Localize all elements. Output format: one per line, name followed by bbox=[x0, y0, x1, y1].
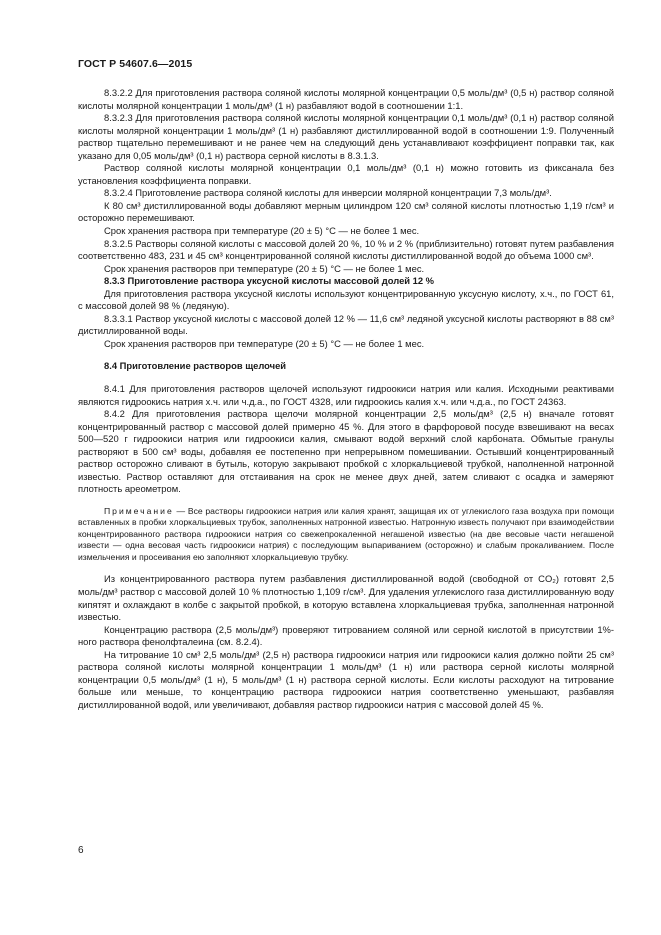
paragraph: Концентрацию раствора (2,5 моль/дм³) проверяют титрованием соляной или серной кислотой в присутствии 1%-ного раствора фенолфталеина (см. 8.2.4). bbox=[78, 623, 614, 648]
paragraph: К 80 см³ дистиллированной воды добавляют мерным цилиндром 120 см³ соляной кислоты плотностью 1,19 г/см³ и осторожно перемешивают. bbox=[78, 199, 614, 224]
note-text: — Все растворы гидроокиси натрия или калия хранят, защищая их от углекислого газа воздуха при помощи вставленных в пробки хлоркальциевых трубок, заполненных натронной известью. Натронную известь получают при взаимодействии концентрированного раствора гидроокиси натрия со свежепрокаленной негашеной известью (на две весовые части негашеной извести — одна весовая часть гидроокиси натрия) с последующим выпариванием (осторожно) и слабым прокаливанием. После измельчения и просеивания ею заполняют хлоркальциевую трубку. bbox=[78, 505, 614, 562]
paragraph: На титрование 10 см³ 2,5 моль/дм³ (2,5 н) раствора гидроокиси натрия или гидроокиси калия должно пойти 25 см³ раствора соляной кислоты молярной концентрации 1 моль/дм³ (1 н) или раствора серной кислоты молярной концентрации 0,5 моль/дм³ (1 н), 5 моль/дм³ (1 н) раствора серной кислоты. Если кислоты расходуют на титрование больше или меньше, то концентрацию раствора гидроокиси натрия соответственно уменьшают, разбавляя дистиллированной водой, или увеличивают, добавляя раствор гидроокиси натрия с массовой долей 45 %. bbox=[78, 648, 614, 710]
section-heading: 8.3.3 Приготовление раствора уксусной кислоты массовой долей 12 % bbox=[104, 275, 435, 287]
paragraph: 8.3.2.3 Для приготовления раствора соляной кислоты молярной концентрации 0,1 моль/дм³ (0,1 н) раствор соляной кислоты молярной концентрации 1 моль/дм³ (1 н) разбавляют дистиллированной водой в соотношении 1:9. Полученный раствор тщательно перемешивают и не ранее чем на следующий день устанавливают коэффициент поправки так, как указано для 0,05 моль/дм³ (0,1 н) раствора серной кислоты в 8.3.1.3. bbox=[78, 112, 614, 161]
paragraph: 8.4.2 Для приготовления раствора щелочи молярной концентрации 2,5 моль/дм³ (2,5 н) вначале готовят концентрированный раствор с массовой долей примерно 45 %. Для этого в фарфоровой посуде взвешивают на весах 500—520 г гидроокиси натрия или гидроокиси калия, смывают водой верхний слой карбоната. Обмытые гранулы растворяют в 500 см³ воды, добавляя ее постепенно при непрерывном помешивании. Остывший концентрированный раствор осторожно сливают в бутыль, которую закрывают пробкой с хлоркальциевой трубкой, наполненной натронной известью. Раствор оставляют для отстаивания на срок не менее двух дней, затем сливают с осадка и замеряют плотность ареометром. bbox=[78, 408, 614, 495]
paragraph: Раствор соляной кислоты молярной концентрации 0,1 моль/дм³ (0,1 н) можно готовить из фиксанала без установления коэффициента поправки. bbox=[78, 162, 614, 186]
paragraph: Из концентрированного раствора путем разбавления дистиллированной водой (свободной от CO₂) готовят 2,5 моль/дм³ раствор с массовой долей 10 % плотностью 1,109 г/см³. Для удаления углекислого газа дистиллированную воду кипятят и охлаждают в колбе с закрытой пробкой, в которую вставлена хлоркальциевая трубка, заполненная натронной известью. bbox=[78, 573, 614, 623]
note-label: Примечание bbox=[104, 505, 174, 516]
paragraph: Срок хранения растворов при температуре (20 ± 5) °С — не более 1 мес. bbox=[104, 262, 425, 274]
paragraph: Для приготовления раствора уксусной кислоты используют концентрированную уксусную кислоту, х.ч., по ГОСТ 61, с массовой долей 98 % (ледяную). bbox=[78, 287, 614, 312]
section-heading: 8.4 Приготовление растворов щелочей bbox=[104, 360, 287, 372]
page-number: 6 bbox=[78, 845, 84, 856]
paragraph: 8.3.3.1 Раствор уксусной кислоты с массовой долей 12 % — 11,6 см³ ледяной уксусной кислоты растворяют в 88 см³ дистиллированной воды. bbox=[78, 312, 614, 337]
document-body bbox=[78, 87, 614, 711]
paragraph: 8.3.2.2 Для приготовления раствора соляной кислоты молярной концентрации 0,5 моль/дм³ (0,5 н) раствор соляной кислоты молярной концентрации 1 моль/дм³ (1 н) разбавляют водой в соотношении 1:1. bbox=[78, 87, 614, 111]
paragraph: Срок хранения раствора при температуре (20 ± 5) °С — не более 1 мес. bbox=[104, 225, 420, 237]
paragraph: Срок хранения растворов при температуре (20 ± 5) °С — не более 1 мес. bbox=[104, 337, 425, 349]
paragraph: 8.3.2.4 Приготовление раствора соляной кислоты для инверсии молярной концентрации 7,3 моль/дм³. bbox=[104, 187, 552, 199]
paragraph: 8.3.2.5 Растворы соляной кислоты с массовой долей 20 %, 10 % и 2 % (приблизительно) готовят путем разбавления соответственно 483, 231 и 45 см³ концентрированной соляной кислоты дистиллированной водой до объема 1000 см³. bbox=[78, 237, 614, 262]
document-header: ГОСТ Р 54607.6—2015 bbox=[78, 58, 193, 70]
note bbox=[78, 506, 614, 564]
paragraph: 8.4.1 Для приготовления растворов щелочей используют гидроокиси натрия или калия. Исходными реактивами являются гидроокись натрия х.ч. или ч.д.а., по ГОСТ 4328, или гидроокись калия х.ч. или ч.д.а., по ГОСТ 24363. bbox=[78, 383, 614, 407]
